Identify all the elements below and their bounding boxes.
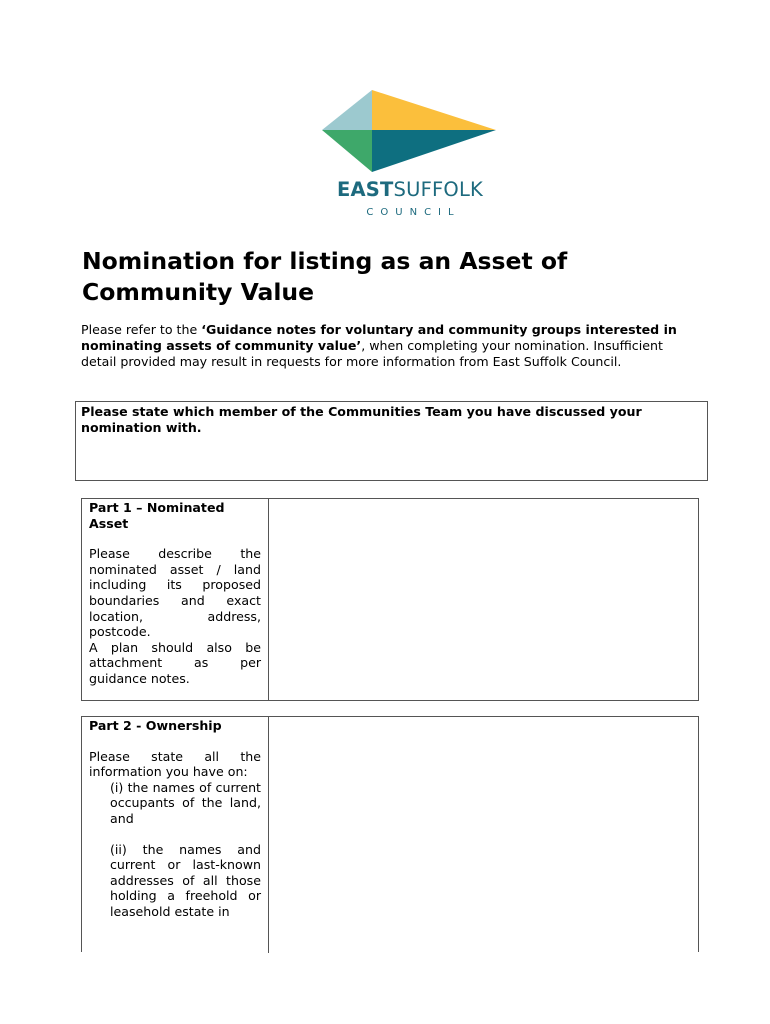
part1-answer-cell[interactable] [269,499,698,700]
part1-nominated-asset [81,498,699,701]
part1-plan-note: A plan should also be attachment as per guidance notes. [89,639,261,686]
part2-ownership [81,716,699,952]
part1-heading: Part 1 – Nominated Asset [89,500,225,531]
brand-name [318,178,502,201]
intro-lead: Please refer to the [81,322,202,337]
intro-paragraph [81,322,686,370]
intro-rest: , when completing your nomination. Insufficient detail provided may result in requests for more information from East Suffolk Council. [81,338,663,369]
communities-team-field[interactable] [75,401,708,481]
east-suffolk-council-logo [318,86,502,226]
part1-description: Please describe the nominated asset / land including its proposed boundaries and exact location, address, postcode. [89,546,261,640]
part2-item-occupants: (i) the names of current occupants of the land, and [110,779,261,826]
part2-item-holders: (ii) the names and current or last-known addresses of all those holding a freehold or leasehold estate in [110,841,261,919]
logo-triangles-icon [322,88,498,174]
brand-suffolk: SUFFOLK [393,178,484,201]
brand-east: EAST [336,178,394,201]
communities-team-label: Please state which member of the Communities Team you have discussed your nomination with. [81,404,642,435]
intro-guidance-title: ‘Guidance notes for voluntary and community groups interested in nominating assets of community value’ [81,322,677,353]
part2-label-cell [82,717,269,953]
part1-label-cell [82,499,269,700]
part2-answer-cell[interactable] [269,717,698,952]
page-title: Nomination for listing as an Asset of Community Value [82,247,568,306]
part2-description: Please state all the information you have on: [89,748,261,780]
part2-heading: Part 2 - Ownership [89,718,222,733]
brand-council: COUNCIL [366,207,461,218]
